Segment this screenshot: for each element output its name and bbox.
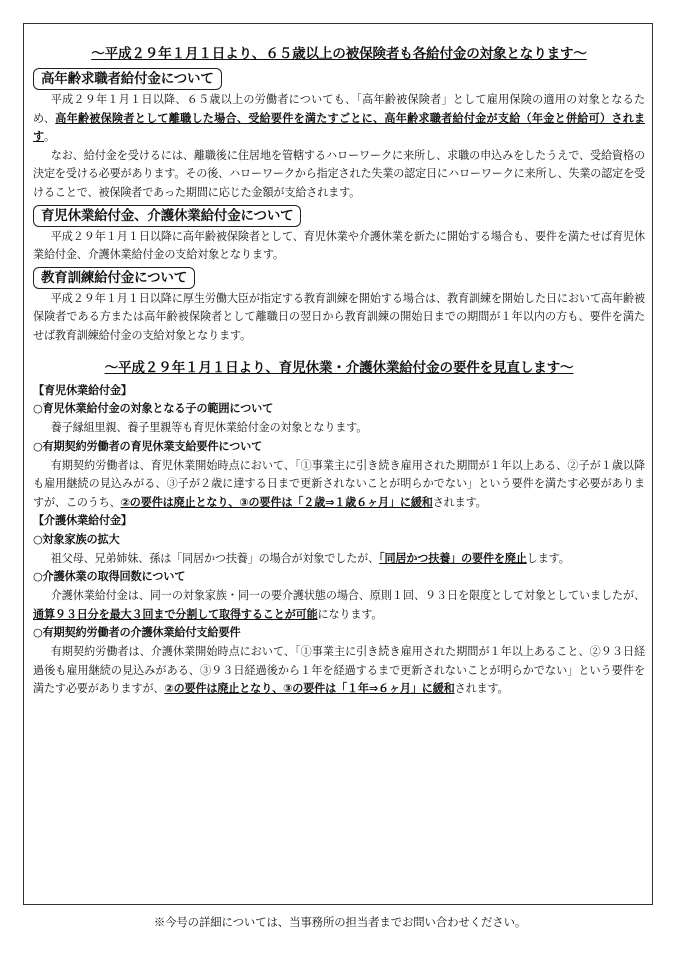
paragraph-family-expansion: 祖父母、兄弟姉妹、孫は「同居かつ扶養」の場合が対象でしたが、「同居かつ扶養」の要件を廃止します。: [50, 551, 570, 565]
paragraph-elderly-2: なお、給付金を受けるには、離職後に住居地を管轄するハローワークに来所し、求職の申込みをしたうえで、受給資格の決定を受ける必要があります。その後、ハローワークから指定された失業の認定日にハローワークに来所し、失業の認定を受けることで、被保険者であった期間に応じた金額が支給されます。: [33, 148, 645, 199]
label-childcare: 【育児休業給付金】: [33, 383, 132, 397]
paragraph-fixed-term-childcare: 有期契約労働者は、育児休業開始時点において、「①事業主に引き続き雇用された期間が１年以上ある、②子が１歳以降も雇用継続の見込みがる、③子が２歳に達する日まで更新されないことが明らかでない」という要件を満たす必要がありますが、このうち、②の要件は廃止となり、③の要件は「２歳⇒１歳６ヶ月」に緩和されます。: [33, 458, 645, 509]
subheading-fixed-term-childcare: ○有期契約労働者の育児休業支給要件について: [33, 439, 263, 453]
emphasis-split-three: 通算９３日分を最大３回まで分割して取得することが可能: [33, 607, 318, 621]
notice-content: [33, 24, 645, 699]
section-title-childcare-nursing: 育児休業給付金、介護休業給付金について: [33, 205, 301, 227]
paragraph-childcare-nursing: 平成２９年１月１日以降に高年齢被保険者として、育児休業や介護休業を新たに開始する場合も、要件を満たせば育児休業給付金、介護休業給付金の支給対象となります。: [33, 229, 645, 262]
subheading-child-scope: ○育児休業給付金の対象となる子の範囲について: [33, 402, 274, 416]
subheading-fixed-term-nursing: ○有期契約労働者の介護休業給付支給要件: [33, 626, 241, 640]
subheading-family-expansion: ○対象家族の拡大: [33, 533, 120, 547]
banner-heading-2: ～平成２９年１月１日より、育児休業・介護休業給付金の要件を見直します～: [104, 359, 574, 376]
paragraph-elderly-1: 平成２９年１月１日以降、６５歳以上の労働者についても、「高年齢被保険者」として雇用保険の適用の対象となるため、高年齢被保険者として離職した場合、受給要件を満たすごとに、高年齢求職者給付金が支給（年金と併給可）されます。: [33, 93, 645, 144]
paragraph-education-training: 平成２９年１月１日以降に厚生労働大臣が指定する教育訓練を開始する場合は、教育訓練を開始した日において高年齢被保険者である方または高年齢被保険者として離職日の翌日から教育訓練の開始日までの期間が１年以内の方も、要件を満たせば教育訓練給付金の支給対象となります。: [33, 291, 645, 342]
emphasis-nursing-relaxation: ②の要件は廃止となり、③の要件は「１年⇒６ヶ月」に緩和: [164, 682, 455, 696]
label-nursing: 【介護休業給付金】: [33, 514, 132, 528]
section-title-elderly-job-seeker: 高年齢求職者給付金について: [33, 68, 222, 90]
banner-heading-1: ～平成２９年１月１日より、６５歳以上の被保険者も各給付金の対象となります～: [91, 46, 587, 62]
emphasis-elderly-benefit: 高年齢被保険者として離職した場合、受給要件を満たすごとに、高年齢求職者給付金が支給（年金と併給可）されます: [33, 111, 645, 144]
footer-note: ※今号の詳細については、当事務所の担当者までお問い合わせください。: [153, 915, 527, 929]
paragraph-fixed-term-nursing: 有期契約労働者は、介護休業開始時点において、「①事業主に引き続き雇用された期間が１年以上あること、②９３日経過後も雇用継続の見込みがある、③９３日経過後から１年を経過するまで更新されないことが明らかでない」という要件を満たす必要がありますが、②の要件は廃止となり、③の要件は「１年⇒６ヶ月」に緩和されます。: [33, 645, 645, 696]
emphasis-family-abolish: 「同居かつ扶養」の要件を廃止: [379, 551, 527, 565]
section-title-education-training: 教育訓練給付金について: [33, 267, 195, 289]
notice-frame: [23, 23, 653, 905]
paragraph-nursing-count: 介護休業給付金は、同一の対象家族・同一の要介護状態の場合、原則１回、９３日を限度として対象としていましたが、通算９３日分を最大３回まで分割して取得することが可能になります。: [33, 589, 645, 621]
emphasis-childcare-relaxation: ②の要件は廃止となり、③の要件は「２歳⇒１歳６ヶ月」に緩和: [120, 495, 433, 509]
paragraph-child-scope: 養子縁組里親、養子里親等も育児休業給付金の対象となります。: [50, 421, 368, 435]
subheading-nursing-count: ○介護休業の取得回数について: [33, 570, 186, 584]
